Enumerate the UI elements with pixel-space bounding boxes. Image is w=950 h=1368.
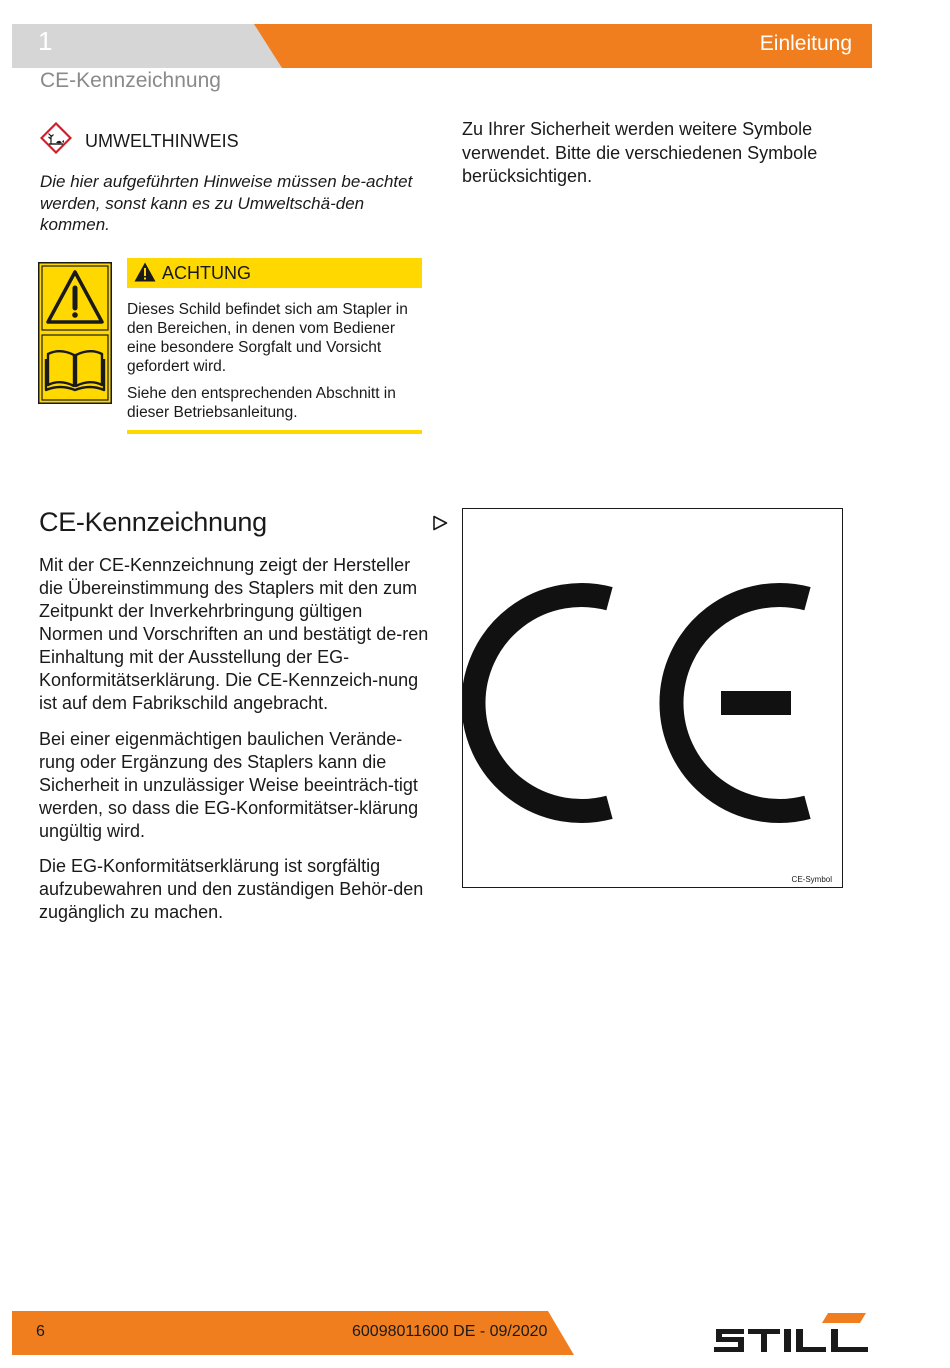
document-id: 60098011600 DE - 09/2020 — [352, 1323, 548, 1340]
section-title: CE-Kennzeichnung — [40, 69, 221, 92]
header-grey-band — [12, 24, 282, 68]
figure-reference-arrow-icon — [432, 515, 448, 531]
warning-bottom-rule — [127, 430, 422, 434]
ce-paragraph-1: Mit der CE-Kennzeichnung zeigt der Hersteller die Übereinstimmung des Staplers mit den zum Zeitpunkt der Inverkehrbringung gültigen Normen und Vorschriften an und bestätigt de-ren Einhaltung mit der Ausstellung der EG-Konformitätserklärung. Die CE-Kennzeich-nung ist auf dem Fabrikschild angebracht. — [39, 555, 429, 713]
figure-caption: CE-Symbol — [791, 875, 832, 884]
still-logo — [710, 1311, 872, 1357]
ce-section-heading: CE-Kennzeichnung — [39, 507, 267, 537]
environment-hazard-icon — [40, 122, 72, 154]
ce-paragraph-2: Bei einer eigenmächtigen baulichen Verände-rung oder Ergänzung des Staplers kann die Sicherheit in unzulässiger Weise beeinträch-tigt werden, so dass die EG-Konformitätser-klärung ungültig wird. — [39, 729, 419, 841]
warning-label-graphic — [38, 262, 112, 404]
ce-symbol-figure — [462, 508, 843, 888]
ce-mark-icon — [463, 509, 841, 886]
warning-triangle-icon — [134, 262, 156, 282]
warning-label: ACHTUNG — [162, 263, 251, 283]
environment-note-heading: UMWELTHINWEIS — [85, 131, 239, 151]
warning-paragraph-1: Dieses Schild befindet sich am Stapler in den Bereichen, in denen vom Bediener eine besondere Sorgfalt und Vorsicht gefordert wird. — [127, 301, 408, 375]
warning-header-bar — [127, 258, 422, 288]
environment-note-text: Die hier aufgeführten Hinweise müssen be-achtet werden, sonst kann es zu Umweltschä-den kommen. — [40, 172, 413, 234]
chapter-title: Einleitung — [759, 32, 852, 55]
chapter-number: 1 — [38, 26, 53, 56]
warning-paragraph-2: Siehe den entsprechenden Abschnitt in dieser Betriebsanleitung. — [127, 385, 396, 421]
ce-paragraph-3: Die EG-Konformitätserklärung ist sorgfältig aufzubewahren und den zuständigen Behör-den zugänglich zu machen. — [39, 856, 424, 922]
symbols-intro-text: Zu Ihrer Sicherheit werden weitere Symbole verwendet. Bitte die verschiedenen Symbole berücksichtigen. — [462, 119, 818, 186]
page-number: 6 — [36, 1323, 45, 1340]
